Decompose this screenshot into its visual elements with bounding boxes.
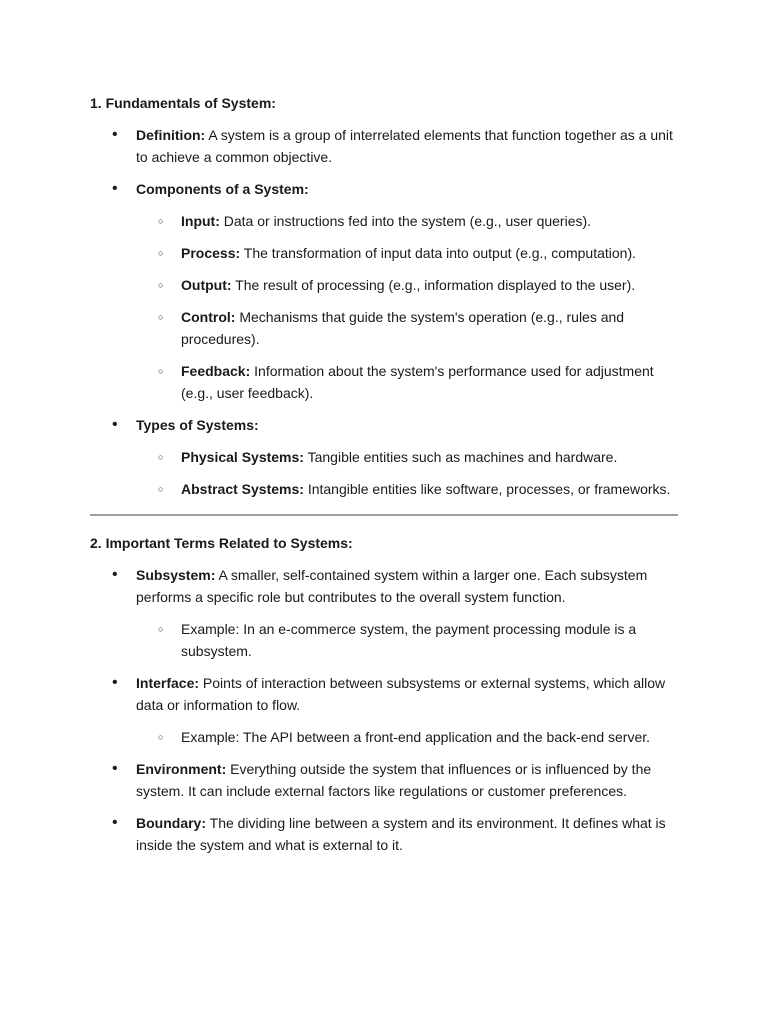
term-environment: Environment: (136, 761, 227, 777)
term-abstract: Abstract Systems: (181, 481, 304, 497)
text-boundary: The dividing line between a system and its environment. It defines what is inside the system and what is external to it. (136, 815, 666, 853)
term-components: Components of a System: (136, 181, 309, 197)
sub-item-abstract (136, 478, 680, 500)
list-item-types (90, 414, 680, 500)
text-control: Mechanisms that guide the system's operation (e.g., rules and procedures). (181, 309, 625, 347)
text-process: The transformation of input data into output (e.g., computation). (240, 245, 637, 261)
components-sublist (136, 210, 680, 404)
text-subsystem: A smaller, self-contained system within a larger one. Each subsystem performs a specific role but contributes to the overall system function. (136, 567, 648, 605)
term-feedback: Feedback: (181, 363, 251, 379)
section-1-heading: 1. Fundamentals of System: (90, 95, 276, 111)
text-feedback: Information about the system's performance used for adjustment (e.g., user feedback). (181, 363, 654, 401)
term-physical: Physical Systems: (181, 449, 304, 465)
text-interface: Points of interaction between subsystems or external systems, which allow data or information to flow. (136, 675, 666, 713)
sub-item-output (136, 274, 680, 296)
term-types: Types of Systems: (136, 417, 259, 433)
term-process: Process: (181, 245, 241, 261)
text-physical: Tangible entities such as machines and hardware. (303, 449, 618, 465)
list-item-interface (90, 672, 680, 748)
types-sublist (136, 446, 680, 500)
section-2-list (90, 564, 680, 856)
text-output: The result of processing (e.g., information displayed to the user). (231, 277, 636, 293)
list-item-boundary (90, 812, 680, 856)
text-environment: Everything outside the system that influences or is influenced by the system. It can include external factors like regulations or customer preferences. (136, 761, 652, 799)
sub-item-subsystem-example: ○ Example: In an e-commerce system, the payment processing module is a subsystem. (136, 618, 680, 662)
interface-sublist (136, 726, 680, 748)
list-item-definition (90, 124, 680, 168)
sub-item-input (136, 210, 680, 232)
text-input: Data or instructions fed into the system (e.g., user queries). (219, 213, 592, 229)
list-item-environment (90, 758, 680, 802)
sub-item-control (136, 306, 680, 350)
list-item-components (90, 178, 680, 404)
term-subsystem: Subsystem: (136, 567, 216, 583)
term-output: Output: (181, 277, 232, 293)
sub-item-feedback (136, 360, 680, 404)
section-1-list (90, 124, 680, 500)
term-control: Control: (181, 309, 236, 325)
sub-item-interface-example: ○ Example: The API between a front-end application and the back-end server. (136, 726, 680, 748)
term-definition: Definition: (136, 127, 206, 143)
term-boundary: Boundary: (136, 815, 206, 831)
text-abstract: Intangible entities like software, processes, or frameworks. (303, 481, 671, 497)
sub-item-physical (136, 446, 680, 468)
subsystem-sublist (136, 618, 680, 662)
term-input: Input: (181, 213, 220, 229)
text-definition: A system is a group of interrelated elements that function together as a unit to achieve a common objective. (136, 127, 673, 165)
term-interface: Interface: (136, 675, 200, 691)
section-2-heading: 2. Important Terms Related to Systems: (90, 535, 353, 551)
list-item-subsystem (90, 564, 680, 662)
document-content (90, 92, 680, 866)
sub-item-process (136, 242, 680, 264)
section-divider (90, 514, 678, 516)
